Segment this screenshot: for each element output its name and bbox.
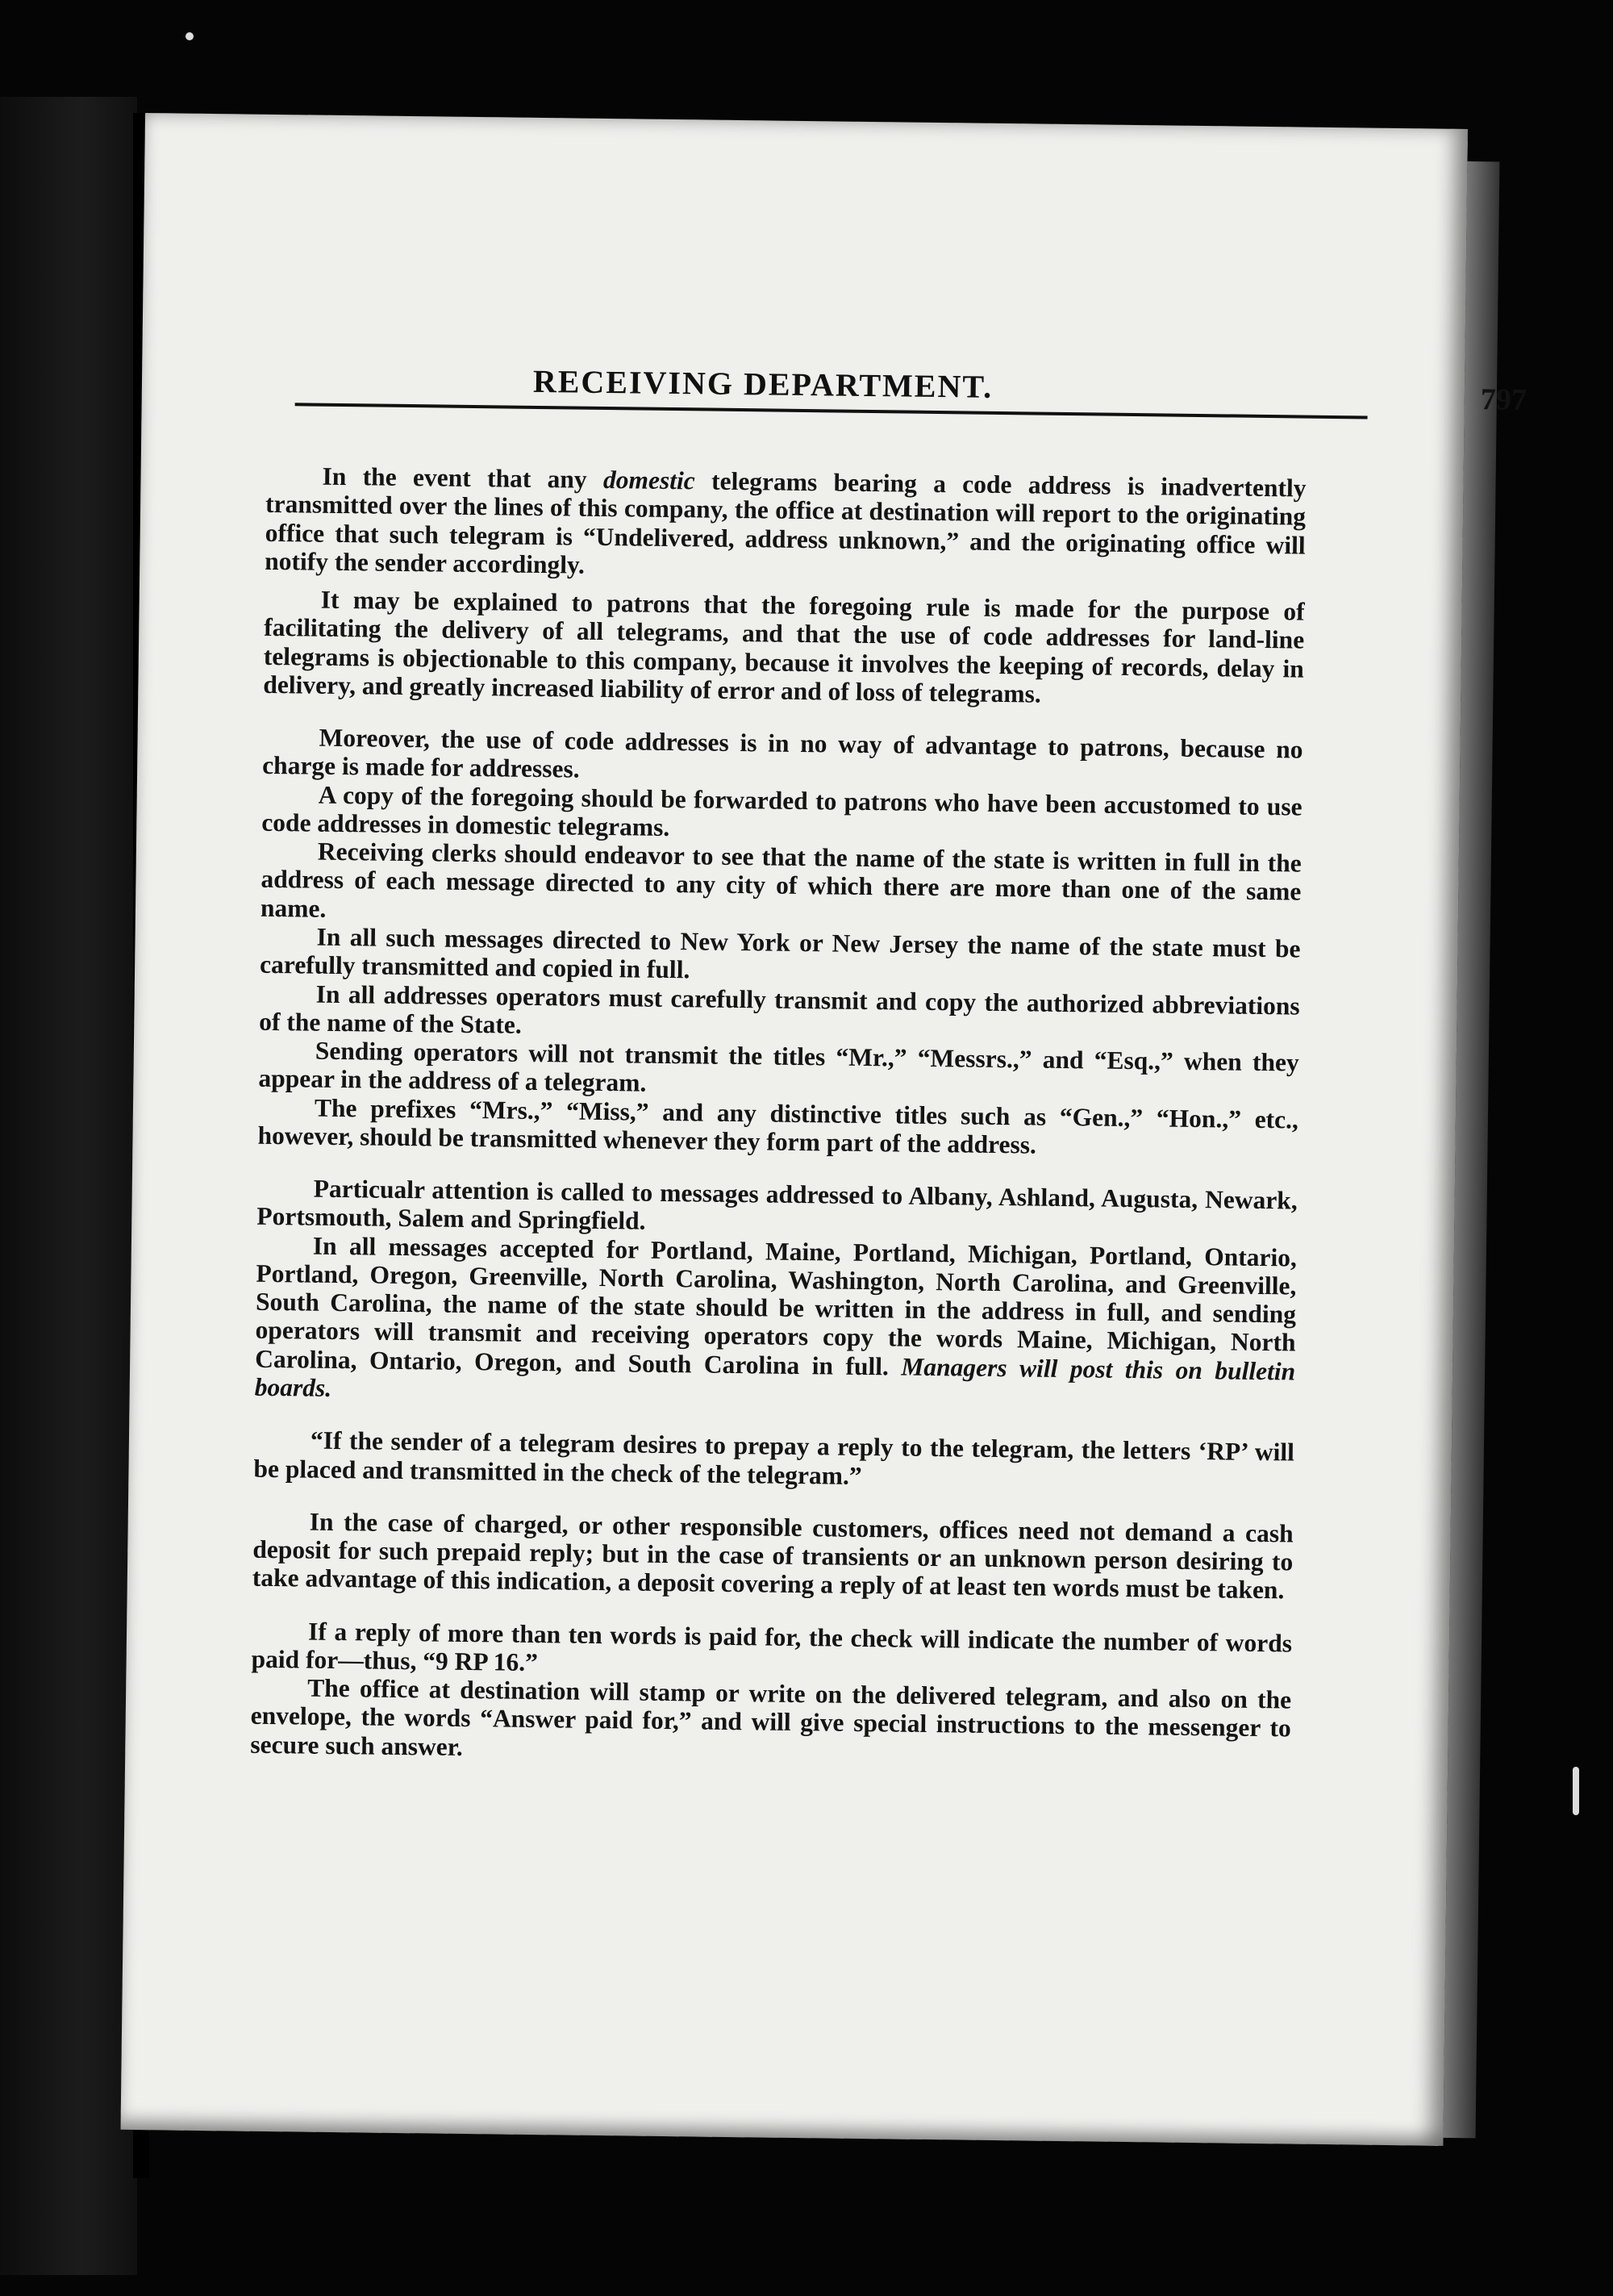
paragraph-moreover: Moreover, the use of code addresses is in no way of advantage to patrons, because no charge is made for addresses. (261, 723, 1303, 784)
body-text (250, 461, 1307, 1772)
book-page (121, 113, 1528, 2146)
paragraph-emphasis: domestic (602, 465, 695, 495)
dust-speck (1573, 1767, 1579, 1815)
paragraph-code-address (265, 461, 1307, 588)
paragraph-text: telegrams bearing a code address is inadvertently transmitted over the lines of this company, the office at destination will report to the originating office that such telegram is “Undelivered, address unknown,” and the originating office will notify the sender accordingly. (265, 466, 1307, 579)
paragraph-text: In all messages accepted for Portland, Maine, Portland, Michigan, Portland, Ontario, Portland, Oregon, Greenville, North Carolina, Washington, North Carolina, and Greenville, South Carolina, the name of the state should be written in the address in full, and sending operators will transmit and receiving operators copy the words Maine, Michigan, North Carolina, Ontario, Oregon, and South Carolina in full. (254, 1231, 1298, 1381)
dust-speck (185, 32, 194, 40)
running-header-title: RECEIVING DEPARTMENT. (532, 362, 994, 405)
paragraph-explanation: It may be explained to patrons that the foregoing rule is made for the purpose of facilitating the delivery of all telegrams, and that the use of code addresses for land-line telegrams is objectionable to this company, because it involves the keeping of records, delay in delivery, and greatly increased liability of error and of loss of telegrams. (263, 585, 1305, 708)
paragraph-prepay-reply: “If the sender of a telegram desires to prepay a reply to the telegram, the letters ‘RP’ will be placed and transmitted in the check of the telegram.” (253, 1426, 1295, 1490)
paragraph-new-york: In all such messages directed to New York or New Jersey the name of the state must be carefully transmitted and copied in full. (259, 922, 1301, 984)
paragraph-attention: Particualr attention is called to messages addressed to Albany, Ashland, Augusta, Newark, Portsmouth, Salem and Springfield. (256, 1174, 1298, 1236)
paragraph-portland (255, 1230, 1297, 1413)
paragraph-emphasis: Managers will post this on bulletin boards. (254, 1352, 1296, 1402)
paragraph-abbreviations: In all addresses operators must carefully transmit and copy the authorized abbreviations of the name of the State. (259, 979, 1300, 1039)
paragraph-copy-forwarded: A copy of the foregoing should be forwarded to patrons who have been accustomed to use code addresses in domestic telegrams. (261, 780, 1302, 841)
running-header (294, 353, 1528, 438)
paragraph-text: In the event that any (322, 461, 604, 494)
page-edge-stack (1444, 161, 1500, 2138)
paragraph-more-than-ten: If a reply of more than ten words is paid for, the check will indicate the number of words paid for—thus, “9 RP 16.” (251, 1617, 1293, 1676)
adjacent-page-edge (0, 97, 137, 2275)
paragraph-titles: Sending operators will not transmit the titles “Mr.,” “Messrs.,” and “Esq.,” when they appear in the address of a telegram. (258, 1036, 1300, 1097)
paragraph-destination-stamp: The office at destination will stamp or write on the delivered telegram, and also on the envelope, the words “Answer paid for,” and will give special instructions to the messenger to secure such answer. (250, 1673, 1292, 1761)
paragraph-prefixes: The prefixes “Mrs.,” “Miss,” and any distinctive titles such as “Gen.,” “Hon.,” etc., however, should be transmitted whenever they form part of the address. (257, 1093, 1299, 1159)
page-number: 797 (1480, 382, 1528, 417)
paragraph-receiving-clerks: Receiving clerks should endeavor to see that the name of the state is written in full in the address of each message directed to any city of which there are more than one of the same name. (260, 837, 1302, 923)
paragraph-charged-customers: In the case of charged, or other responsible customers, offices need not demand a cash deposit for such prepaid reply; but in the case of transients or an unknown person desiring to take advantage of this indication, a deposit covering a reply of at least ten words must be taken. (252, 1507, 1294, 1605)
